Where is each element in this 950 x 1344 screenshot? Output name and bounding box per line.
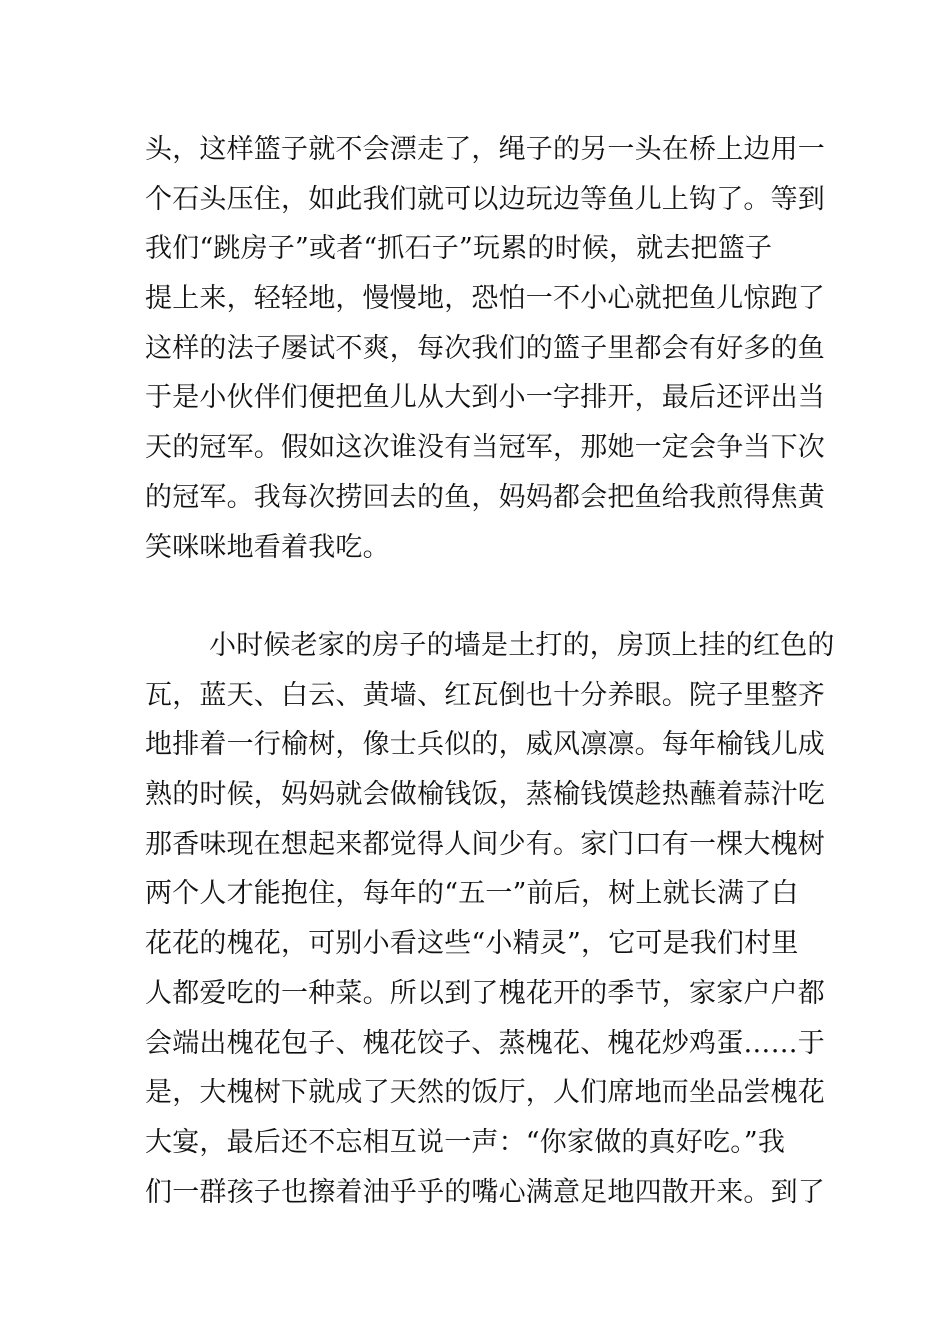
text-line: 那香味现在想起来都觉得人间少有。家门口有一棵大槐树	[145, 828, 825, 860]
text-line: 是，大槐树下就成了天然的饭厅，人们席地而坐品尝槐花	[145, 1077, 825, 1109]
text-line: 天的冠军。假如这次谁没有当冠军，那她一定会争当下次	[145, 432, 825, 464]
text-line: 人都爱吃的一种菜。所以到了槐花开的季节，家家户户都	[145, 977, 825, 1009]
text-line: 熟的时候，妈妈就会做榆钱饭，蒸榆钱馍趁热蘸着蒜汁吃	[145, 779, 825, 811]
text-line: 两个人才能抱住，每年的“五一”前后，树上就长满了白	[145, 878, 799, 910]
text-line-first: 小时候老家的房子的墙是土打的，房顶上挂的红色的	[209, 630, 835, 661]
paragraph-old-house	[145, 621, 835, 1217]
text-line: 花花的槐花，可别小看这些“小精灵”，它可是我们村里	[145, 928, 799, 960]
text-line: 个石头压住，如此我们就可以边玩边等鱼儿上钩了。等到	[145, 183, 825, 215]
text-line: 的冠军。我每次捞回去的鱼，妈妈都会把鱼给我煎得焦黄	[145, 481, 825, 513]
text-line: 会端出槐花包子、槐花饺子、蒸槐花、槐花炒鸡蛋……于	[145, 1027, 825, 1059]
text-line: 大宴，最后还不忘相互说一声：“你家做的真好吃。”我	[145, 1126, 786, 1158]
text-line: 地排着一行榆树，像士兵似的，威风凛凛。每年榆钱儿成	[145, 729, 825, 761]
text-line: 笑咪咪地看着我吃。	[145, 531, 390, 563]
text-line: 瓦，蓝天、白云、黄墙、红瓦倒也十分养眼。院子里整齐	[145, 679, 825, 711]
text-line: 头，这样篮子就不会漂走了，绳子的另一头在桥上边用一	[145, 134, 825, 165]
text-line: 们一群孩子也擦着油乎乎的嘴心满意足地四散开来。到了	[145, 1176, 825, 1208]
paragraph-fishing	[145, 125, 825, 572]
text-line: 我们“跳房子”或者“抓石子”玩累的时候，就去把篮子	[145, 233, 773, 265]
text-line: 提上来，轻轻地，慢慢地，恐怕一不小心就把鱼儿惊跑了	[145, 283, 825, 315]
text-line: 于是小伙伴们便把鱼儿从大到小一字排开，最后还评出当	[145, 382, 825, 414]
text-line: 这样的法子屡试不爽，每次我们的篮子里都会有好多的鱼	[145, 332, 825, 364]
